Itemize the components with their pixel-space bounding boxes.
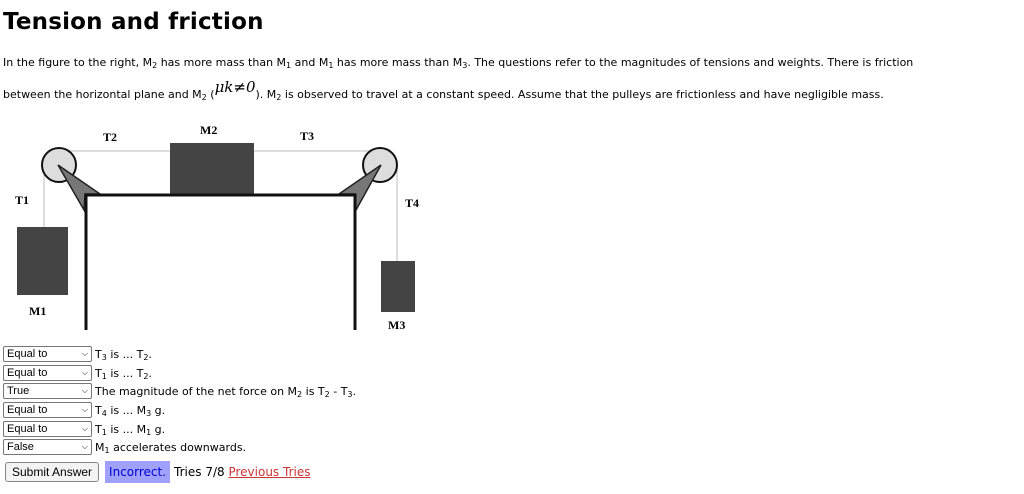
subscript: 2	[276, 93, 282, 102]
select-value: Equal to	[7, 367, 48, 379]
select-value: Equal to	[7, 423, 48, 435]
pulley-diagram	[0, 115, 440, 335]
label-t2: T2	[103, 130, 118, 144]
answer-select[interactable]	[3, 421, 92, 437]
answer-select[interactable]	[3, 439, 92, 455]
subscript: 2	[143, 371, 149, 381]
question-row	[3, 402, 165, 418]
block-m2	[170, 143, 254, 194]
subscript: 2	[201, 93, 207, 102]
subscript: 1	[104, 445, 110, 455]
text-segment: is ... M	[106, 422, 147, 436]
label-t1: T1	[15, 193, 30, 207]
label-m2: M2	[200, 123, 218, 137]
subscript: 2	[143, 352, 149, 362]
text-segment: T	[95, 403, 102, 417]
subscript: 1	[101, 371, 107, 381]
question-text	[95, 423, 165, 436]
tries-count: Tries 7/8	[174, 465, 225, 479]
text-segment: T	[95, 347, 102, 361]
question-row	[3, 365, 152, 381]
label-t3: T3	[300, 129, 315, 143]
label-t4: T4	[405, 196, 420, 210]
subscript: 2	[152, 61, 158, 70]
text-segment: is T	[302, 384, 325, 398]
subscript: 3	[462, 61, 468, 70]
select-value: True	[7, 385, 30, 397]
question-text	[95, 367, 152, 380]
question-row	[3, 421, 165, 437]
text-segment: M	[95, 440, 105, 454]
text-segment: - T	[329, 384, 348, 398]
text-segment: is ... T	[106, 347, 144, 361]
subscript: 1	[101, 427, 107, 437]
text-segment: accelerates downwards.	[109, 440, 247, 454]
chevron-down-icon: ⌵	[81, 442, 88, 451]
subscript: 3	[101, 352, 107, 362]
left-pulley-bracket	[58, 165, 100, 210]
question-text	[95, 385, 356, 398]
label-m1: M1	[29, 304, 47, 318]
subscript: 2	[324, 389, 330, 399]
text-segment: The magnitude of the net force on M	[95, 384, 298, 398]
answer-select[interactable]	[3, 365, 92, 381]
chevron-down-icon: ⌵	[81, 386, 88, 395]
problem-text-line-1	[3, 56, 913, 69]
text-segment: .	[148, 366, 152, 380]
question-row	[3, 383, 356, 399]
question-text	[95, 404, 165, 417]
subscript: 1	[328, 61, 334, 70]
problem-text-line-2	[3, 78, 884, 102]
text-segment: (	[206, 88, 215, 101]
text-segment: .	[148, 347, 152, 361]
right-pulley-bracket	[339, 165, 381, 210]
question-text	[95, 348, 152, 361]
text-segment: and M	[291, 56, 329, 69]
text-segment: is ... T	[106, 366, 144, 380]
text-segment: In the figure to the right, M	[3, 56, 153, 69]
table	[86, 195, 355, 330]
subscript: 4	[101, 408, 107, 418]
friction-coefficient-formula: μk≠0	[214, 78, 256, 96]
text-segment: has more mass than M	[157, 56, 287, 69]
text-segment: has more mass than M	[333, 56, 463, 69]
text-segment: .	[352, 384, 357, 398]
label-m3: M3	[388, 318, 406, 332]
subscript: 3	[347, 389, 353, 399]
select-value: False	[7, 441, 34, 453]
text-segment: ). M	[255, 88, 277, 101]
status-badge: Incorrect.	[105, 461, 170, 483]
subscript: 3	[146, 408, 152, 418]
previous-tries-link[interactable]: Previous Tries	[228, 465, 311, 479]
question-row	[3, 346, 152, 362]
subscript: 1	[286, 61, 292, 70]
answer-select[interactable]	[3, 383, 92, 399]
chevron-down-icon: ⌵	[81, 424, 88, 433]
question-text	[95, 441, 246, 454]
text-segment: between the horizontal plane and M	[3, 88, 202, 101]
chevron-down-icon: ⌵	[81, 368, 88, 377]
subscript: 1	[146, 427, 152, 437]
submit-answer-button[interactable]: Submit Answer	[5, 462, 99, 482]
text-segment: T	[95, 366, 102, 380]
text-segment: is observed to travel at a constant speed. Assume that the pulleys are frictionless and have negligible mass.	[281, 88, 884, 101]
text-segment: g.	[151, 422, 166, 436]
answer-select[interactable]	[3, 402, 92, 418]
block-m3	[381, 261, 415, 312]
answer-select[interactable]	[3, 346, 92, 362]
submit-row	[5, 460, 310, 484]
chevron-down-icon: ⌵	[81, 349, 88, 358]
question-row	[3, 439, 246, 455]
page-title: Tension and friction	[3, 9, 264, 35]
text-segment: . The questions refer to the magnitudes of tensions and weights. There is friction	[467, 56, 914, 69]
subscript: 2	[297, 389, 303, 399]
select-value: Equal to	[7, 348, 48, 360]
chevron-down-icon: ⌵	[81, 405, 88, 414]
select-value: Equal to	[7, 404, 48, 416]
text-segment: is ... M	[106, 403, 147, 417]
text-segment: g.	[151, 403, 166, 417]
text-segment: T	[95, 422, 102, 436]
block-m1	[17, 227, 68, 295]
